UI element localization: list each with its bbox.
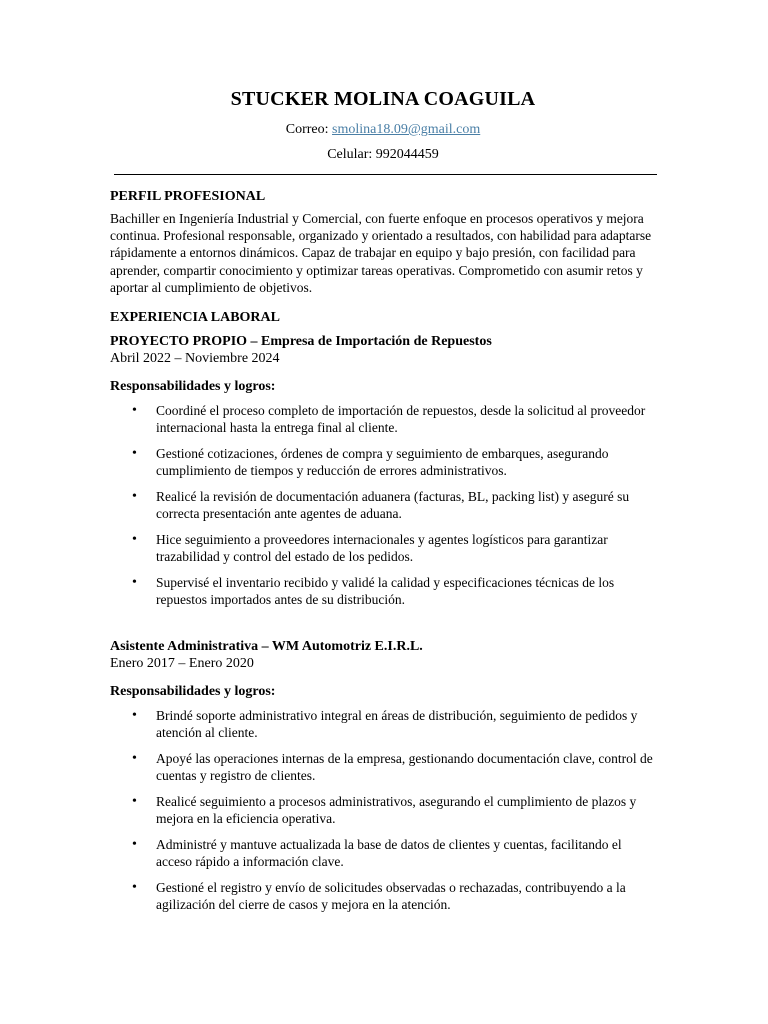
job-dates: Enero 2017 – Enero 2020 — [110, 656, 254, 672]
job-entry — [110, 333, 656, 608]
candidate-name: STUCKER MOLINA COAGUILA — [230, 88, 536, 110]
list-item-text: Gestioné el registro y envío de solicitudes observadas o rechazadas, contribuyendo a la agilización del cierre de casos y mejora en la atención. — [156, 880, 626, 913]
profile-heading: PERFIL PROFESIONAL — [110, 189, 266, 204]
bullet-icon: • — [132, 708, 137, 724]
list-item — [110, 707, 656, 741]
responsibilities-label: Responsabilidades y logros: — [110, 684, 276, 700]
list-item-text: Apoyé las operaciones internas de la empresa, gestionando documentación clave, control de cuentas y registro de clientes. — [156, 751, 653, 784]
list-item — [110, 793, 656, 827]
list-item-text: Hice seguimiento a proveedores internacionales y agentes logísticos para garantizar trazabilidad y control del estado de los pedidos. — [156, 532, 608, 565]
list-item — [110, 488, 656, 522]
experience-heading: EXPERIENCIA LABORAL — [110, 310, 280, 326]
list-item — [110, 879, 656, 913]
bullet-icon: • — [132, 837, 137, 853]
job-entry — [110, 638, 656, 913]
list-item-text: Brindé soporte administrativo integral en áreas de distribución, seguimiento de pedidos y atención al cliente. — [156, 708, 638, 741]
list-item — [110, 531, 656, 565]
header-divider — [114, 174, 657, 175]
job-title: Asistente Administrativa – WM Automotriz E.I.R.L. — [110, 639, 423, 655]
job-dates: Abril 2022 – Noviembre 2024 — [110, 351, 280, 367]
phone-number: 992044459 — [375, 147, 439, 162]
bullet-icon: • — [132, 489, 137, 505]
email-label: Correo: — [285, 122, 329, 137]
bullet-icon: • — [132, 446, 137, 462]
list-item — [110, 402, 656, 436]
responsibilities-label: Responsabilidades y logros: — [110, 379, 276, 395]
list-item-text: Gestioné cotizaciones, órdenes de compra y seguimiento de embarques, asegurando cumplimiento de tiempos y reducción de errores administrativos. — [156, 446, 609, 479]
email-line — [110, 121, 656, 139]
list-item-text: Administré y mantuve actualizada la base de datos de clientes y cuentas, facilitando el acceso rápido a información clave. — [156, 837, 622, 870]
bullet-icon: • — [132, 575, 137, 591]
responsibilities-list — [110, 402, 656, 608]
email-link[interactable]: smolina18.09@gmail.com — [332, 122, 481, 137]
list-item — [110, 574, 656, 608]
profile-text: Bachiller en Ingeniería Industrial y Comercial, con fuerte enfoque en procesos operativos y mejora continua. Profesional responsable, organizado y orientado a resultados, con habilidad para adaptarse rápidamente a entornos dinámicos. Capaz de trabajar en equipo y bajo presión, con facilidad para aprender, compartir conocimiento y optimizar tareas operativas. Comprometido con asumir retos y aportar al cumplimiento de objetivos. — [110, 211, 652, 295]
list-item-text: Coordiné el proceso completo de importación de repuestos, desde la solicitud al proveedor internacional hasta la entrega final al cliente. — [156, 403, 646, 436]
list-item — [110, 750, 656, 784]
bullet-icon: • — [132, 532, 137, 548]
spacer — [110, 617, 656, 638]
list-item-text: Realicé la revisión de documentación aduanera (facturas, BL, packing list) y aseguré su correcta presentación ante agentes de aduana. — [156, 489, 630, 522]
bullet-icon: • — [132, 794, 137, 810]
responsibilities-list — [110, 707, 656, 913]
list-item — [110, 836, 656, 870]
list-item — [110, 445, 656, 479]
job-title: PROYECTO PROPIO – Empresa de Importación de Repuestos — [110, 334, 492, 350]
phone-line — [110, 146, 656, 164]
phone-label: Celular: — [327, 147, 373, 162]
list-item-text: Supervisé el inventario recibido y validé la calidad y especificaciones técnicas de los repuestos importados antes de su distribución. — [156, 575, 615, 608]
bullet-icon: • — [132, 880, 137, 896]
bullet-icon: • — [132, 403, 137, 419]
bullet-icon: • — [132, 751, 137, 767]
list-item-text: Realicé seguimiento a procesos administrativos, asegurando el cumplimiento de plazos y mejora en la eficiencia operativa. — [156, 794, 637, 827]
